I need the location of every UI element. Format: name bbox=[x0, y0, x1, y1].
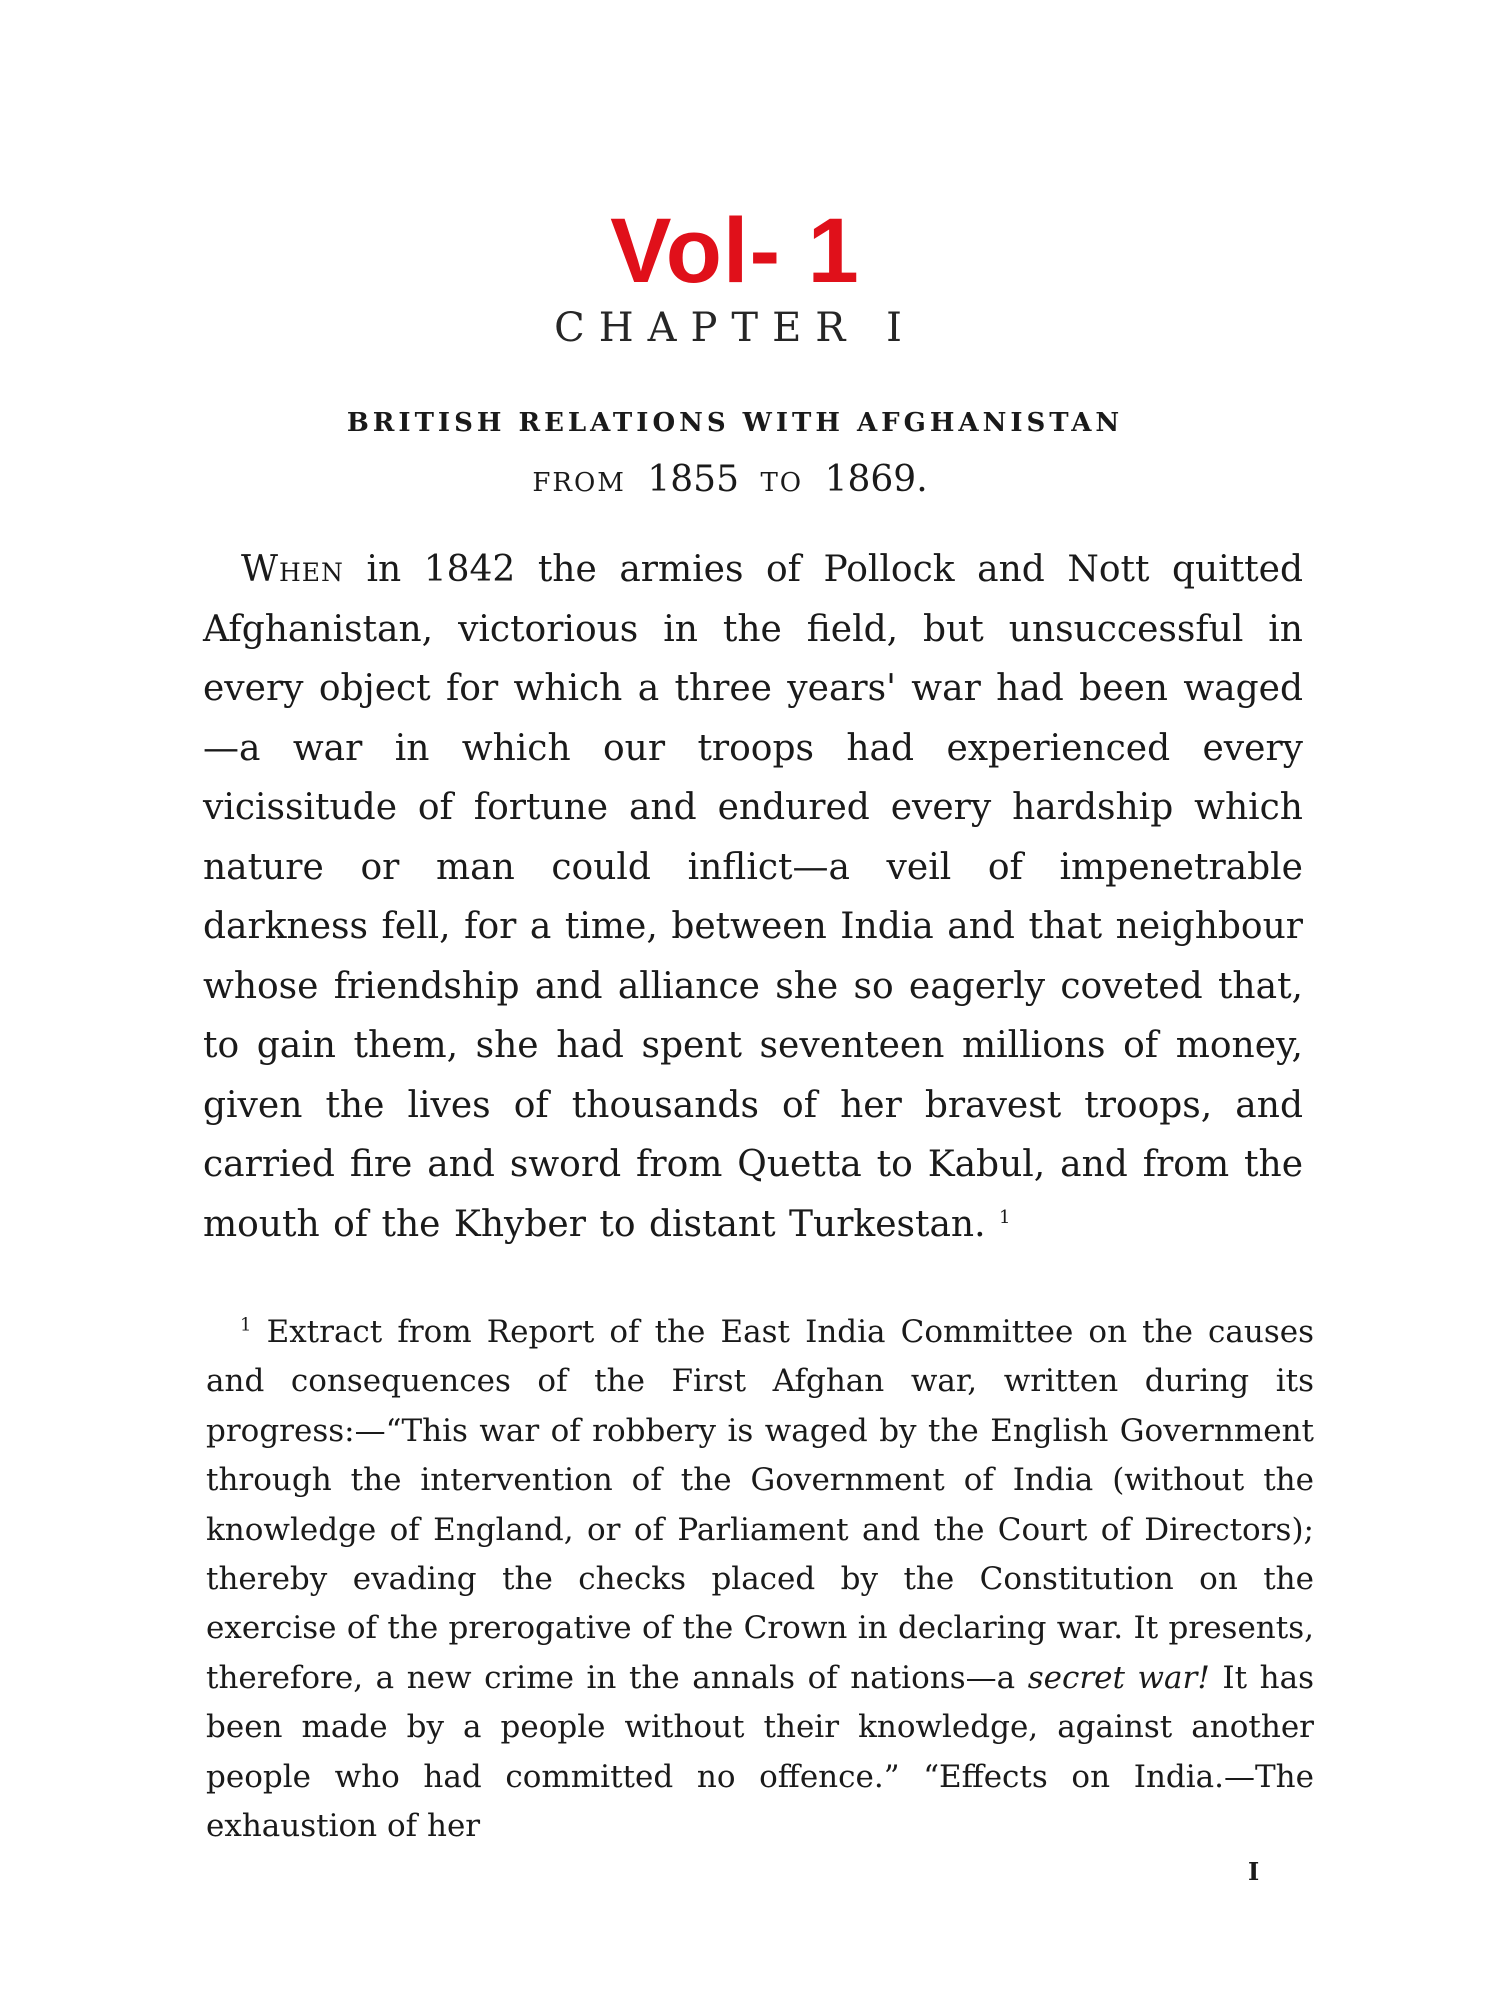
footnote bbox=[206, 1308, 1314, 1851]
footnote-reference[interactable]: 1 bbox=[999, 1206, 1011, 1228]
body-text: in 1842 the armies of Pollock and Nott quitted Afghanistan, victorious in the field, but unsuccessful in every object for which a three years' war had been waged—a war in which our troops had experienced every vicissitude of fortune and endured every hardship which nature or man could inflict—a veil of impenetrable darkness fell, for a time, between India and that neighbour whose friendship and alliance she so eagerly coveted that, to gain them, she had spent seventeen millions of money, given the lives of thousands of her bravest troops, and carried fire and sword from Quetta to Kabul, and from the mouth of the Khyber to distant Turkestan. bbox=[203, 549, 1303, 1245]
year-end: 1869. bbox=[824, 459, 928, 500]
lead-word: When bbox=[241, 549, 344, 590]
footnote-text-before: Extract from Report of the East India Committee on the causes and consequences of the First Afghan war, written during its progress:—“This war of robbery is waged by the English Government through the intervention of the Government of India (without the knowledge of England, or of Parliament and the Court of Directors); thereby evading the checks placed by the Constitution on the exercise of the prerogative of the Crown in declaring war. It presents, therefore, a new crime in the annals of nations—a bbox=[206, 1314, 1314, 1696]
chapter-heading: CHAPTER I bbox=[554, 305, 916, 351]
chapter-subtitle: BRITISH RELATIONS WITH AFGHANISTAN bbox=[346, 408, 1124, 438]
volume-label: Vol- 1 bbox=[610, 200, 860, 302]
year-start: 1855 bbox=[647, 459, 739, 500]
footnote-italic: secret war! bbox=[1027, 1659, 1210, 1696]
dates-to-word: TO bbox=[760, 468, 804, 498]
body-paragraph bbox=[203, 540, 1303, 1254]
footnote-text-after: It has been made by a people without their knowledge, against another people who had committed no offence.” “Effects on India.—The exhaustion of her bbox=[206, 1659, 1315, 1845]
dates-from-word: FROM bbox=[532, 468, 626, 498]
page-number: I bbox=[1248, 1857, 1260, 1886]
footnote-marker: 1 bbox=[240, 1314, 252, 1336]
chapter-dates bbox=[0, 459, 1470, 500]
